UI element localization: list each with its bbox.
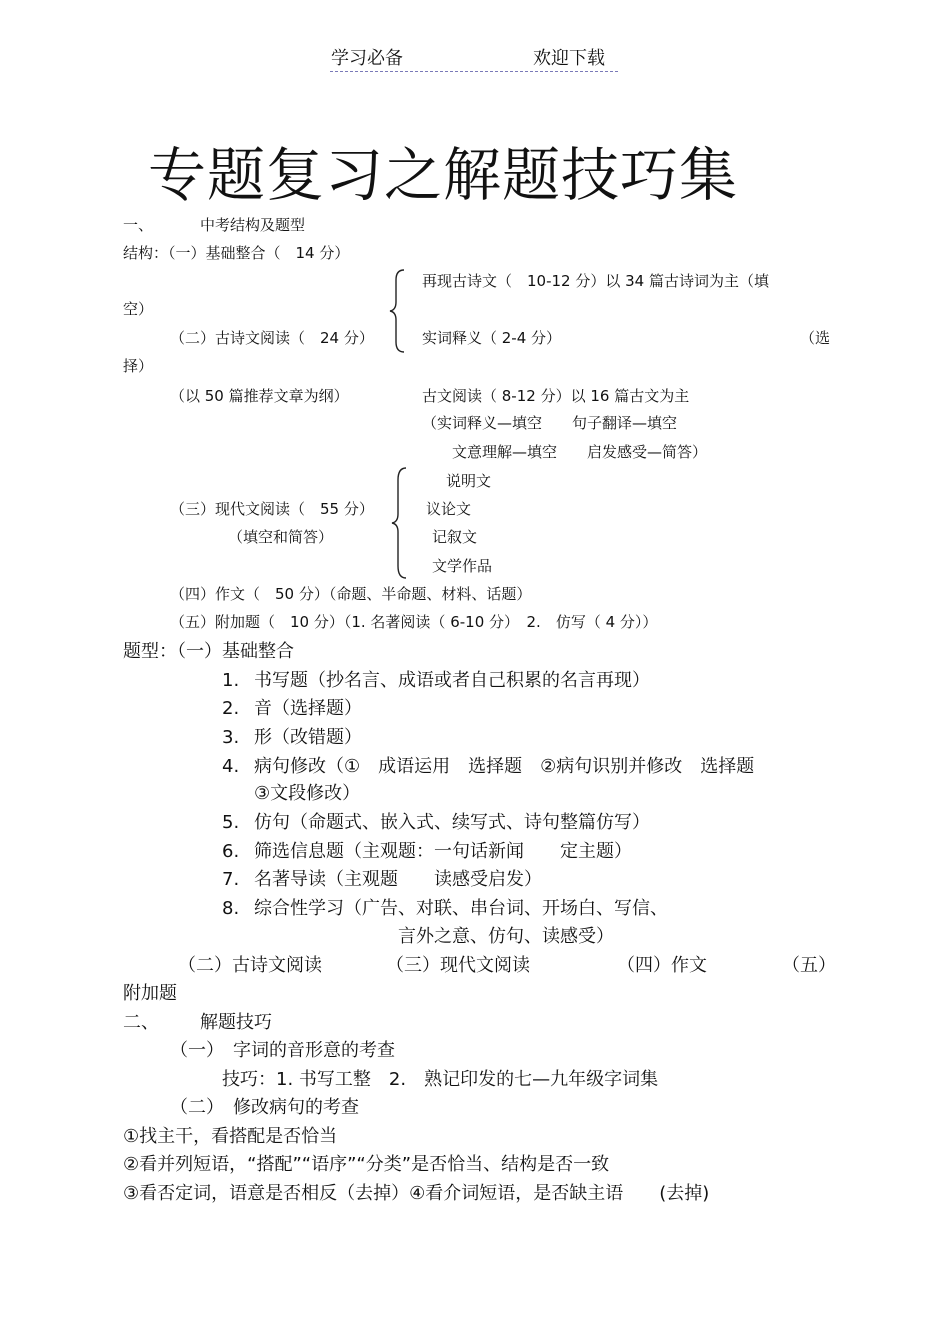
qt-item-text: 名著导读（主观题 读感受启发）	[254, 869, 542, 890]
word-meaning: 实词释义（ 2-4 分）	[422, 329, 562, 347]
ancient-reading: 古文阅读（ 8-12 分）以 16 篇古文为主	[422, 387, 690, 405]
section2-part1-tip: 技巧：1. 书写工整 2. 熟记印发的七—九年级字词集	[222, 1069, 659, 1090]
qt-other-composition: （四）作文	[617, 955, 707, 976]
qt-item-num: 3.	[222, 727, 240, 748]
qt-item-text: 仿句（命题式、嵌入式、续写式、诗句整篇仿写）	[254, 812, 650, 833]
qt-other-classical: （二）古诗文阅读	[178, 955, 322, 976]
qt-item-num: 2.	[222, 698, 240, 719]
classical-reproduce-cont: 空）	[123, 300, 154, 318]
section2-line-3: ③看否定词，语意是否相反（去掉）④看介词短语，是否缺主语 (去掉)	[123, 1183, 710, 1204]
modern-type-1: 说明文	[446, 472, 492, 490]
composition: （四）作文（ 50 分）（命题、半命题、材料、话题）	[170, 585, 532, 603]
qt-item-num: 5.	[222, 812, 240, 833]
section2-line-1: ①找主干，看搭配是否恰当	[123, 1126, 338, 1147]
brace-modern	[390, 466, 410, 580]
modern-reading: （三）现代文阅读（ 55 分）	[170, 500, 374, 518]
section2-heading: 解题技巧	[200, 1012, 272, 1033]
qt-other-modern: （三）现代文阅读	[386, 955, 530, 976]
word-meaning-tail: （选	[800, 329, 831, 347]
section1-number: 一、	[123, 216, 154, 234]
question-types-label: 题型：（一）基础整合	[123, 641, 294, 662]
modern-type-3: 记叙文	[432, 528, 478, 546]
classical-reading: （二）古诗文阅读（ 24 分）	[170, 329, 374, 347]
qt-item-text: 病句修改（① 成语运用 选择题 ②病句识别并修改 选择题	[254, 756, 755, 777]
appendix: （五）附加题（ 10 分）（1. 名著阅读（ 6-10 分） 2. 仿写（ 4 分））	[170, 613, 658, 631]
qt-item-num: 1.	[222, 670, 240, 691]
classical-reproduce: 再现古诗文（ 10-12 分）以 34 篇古诗词为主（填	[422, 272, 769, 290]
qt-item-num: 4.	[222, 756, 240, 777]
modern-note: （填空和简答）	[228, 528, 334, 546]
qt-item-text: 综合性学习（广告、对联、串台词、开场白、写信、	[254, 898, 668, 919]
modern-type-2: 议论文	[426, 500, 472, 518]
modern-type-4: 文学作品	[432, 557, 493, 575]
brace-classical	[388, 268, 408, 354]
qt-item-num: 8.	[222, 898, 240, 919]
section2-line-2: ②看并列短语，“搭配”“语序”“分类”是否恰当、结构是否一致	[123, 1154, 610, 1175]
header-divider	[330, 71, 618, 72]
ancient-items-1: （实词释义—填空 句子翻译—填空	[422, 414, 678, 432]
page-title: 专题复习之解题技巧集	[148, 141, 739, 209]
structure-label: 结构：（一）基础整合（ 14 分）	[123, 244, 350, 262]
header-left: 学习必备	[331, 48, 403, 69]
recommended-note: （以 50 篇推荐文章为纲）	[170, 387, 349, 405]
qt-other-appendix-cont: 附加题	[123, 983, 177, 1004]
qt-other-appendix: （五）	[782, 955, 836, 976]
qt-item-text: 言外之意、仿句、读感受）	[398, 926, 614, 947]
qt-item-text: 筛选信息题（主观题：一句话新闻 定主题）	[254, 841, 632, 862]
section2-number: 二、	[123, 1012, 159, 1033]
word-meaning-cont: 择）	[123, 357, 154, 375]
qt-item-text: 形（改错题）	[254, 727, 362, 748]
qt-item-num: 6.	[222, 841, 240, 862]
qt-item-num: 7.	[222, 869, 240, 890]
section2-part2: （二） 修改病句的考查	[170, 1097, 359, 1118]
qt-item-text: ③文段修改）	[254, 783, 361, 804]
section1-heading: 中考结构及题型	[200, 216, 306, 234]
section2-part1: （一） 字词的音形意的考查	[170, 1040, 395, 1061]
qt-item-text: 书写题（抄名言、成语或者自己积累的名言再现）	[254, 670, 650, 691]
qt-item-text: 音（选择题）	[254, 698, 362, 719]
ancient-items-2: 文意理解—填空 启发感受—简答）	[452, 443, 708, 461]
header-right: 欢迎下载	[533, 48, 605, 69]
